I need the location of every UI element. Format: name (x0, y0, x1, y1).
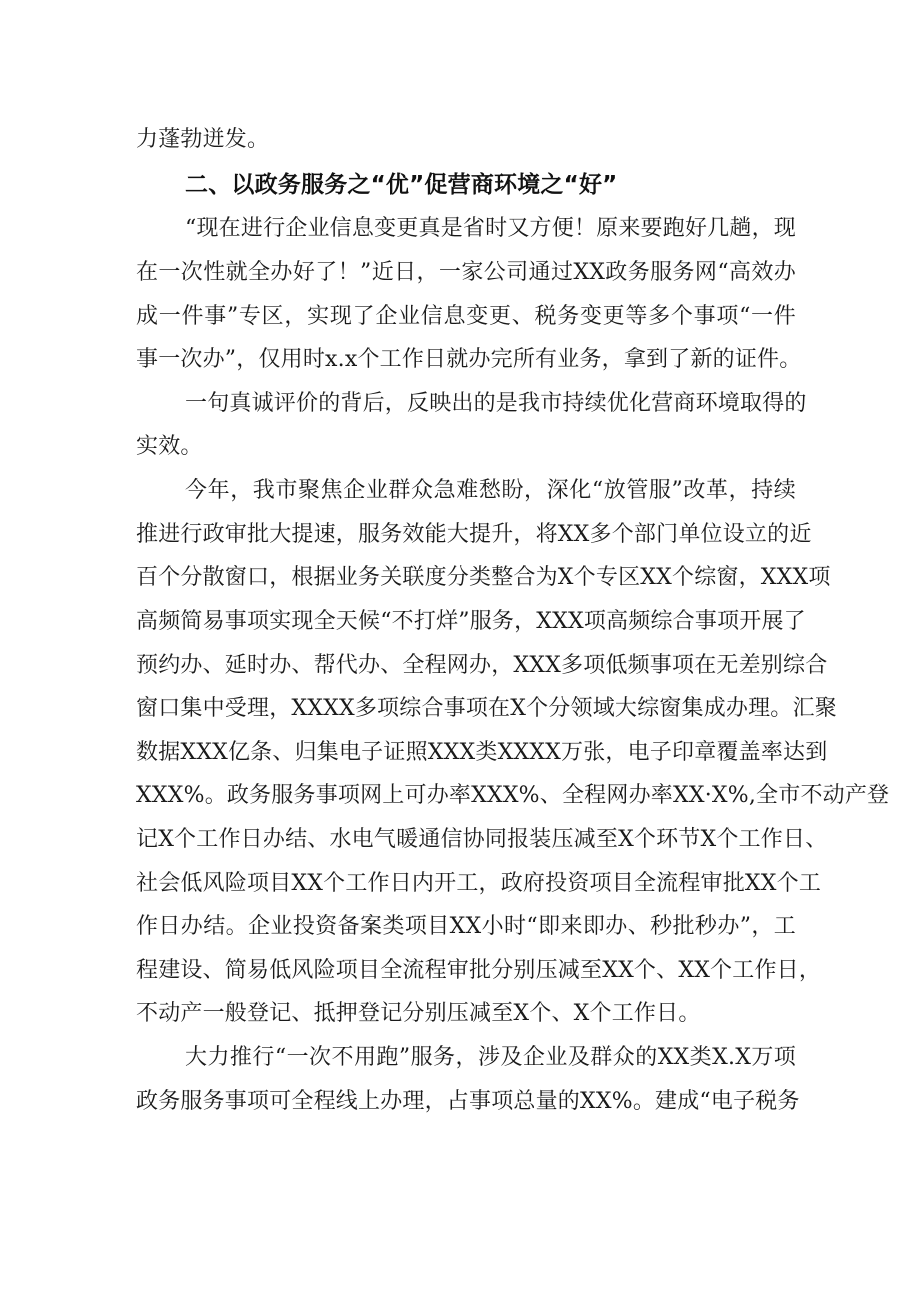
text-line: 不动产一般登记、抵押登记分别压减至X个、X个工作日。 (136, 1001, 701, 1026)
text-line: 力蓬勃迸发。 (136, 127, 270, 152)
section-heading: 二、以政务服务之“优”促营商环境之“好” (185, 172, 618, 198)
text-line: 程建设、简易低风险项目全流程审批分别压减至XX个、XX个工作日， (136, 958, 822, 983)
text-line: 数据XXX亿条、归集电子证照XXX类XXXX万张，电子印章覆盖率达到 (136, 740, 828, 765)
text-line: XXX%。政务服务事项网上可办率XXX%、全程网办率XX·X%,全市不动产登 (136, 783, 890, 808)
text-line: 推进行政审批大提速，服务效能大提升，将XX多个部门单位设立的近 (136, 522, 812, 547)
text-line: 事一次办”，仅用时x.x个工作日就办完所有业务，拿到了新的证件。 (136, 347, 802, 372)
text-line: 作日办结。企业投资备案类项目XX小时“即来即办、秒批秒办”，工 (136, 914, 796, 939)
text-line: 记X个工作日办结、水电气暖通信协同报装压减至X个环节X个工作日、 (136, 827, 828, 852)
text-line: “现在进行企业信息变更真是省时又方便！原来要跑好几趟，现 (185, 216, 796, 241)
text-line: 百个分散窗口，根据业务关联度分类整合为X个专区XX个综窗，XXX项 (136, 565, 831, 590)
text-line: 预约办、延时办、帮代办、全程网办，XXX多项低频事项在无差别综合 (136, 653, 828, 678)
text-line: 政务服务事项可全程线上办理，占事项总量的XX%。建成“电子税务 (136, 1089, 800, 1114)
text-line: 窗口集中受理，XXXX多项综合事项在X个分领域大综窗集成办理。汇聚 (136, 696, 837, 721)
text-line: 社会低风险项目XX个工作日内开工，政府投资项目全流程审批XX个工 (136, 871, 822, 896)
text-line: 实效。 (136, 434, 203, 459)
text-line: 高频简易事项实现全天候“不打烊”服务，XXX项高频综合事项开展了 (136, 609, 806, 634)
text-line: 一句真诚评价的背后，反映出的是我市持续优化营商环境取得的 (185, 391, 807, 416)
text-line: 大力推行“一次不用跑”服务，涉及企业及群众的XX类X.X万项 (185, 1045, 796, 1070)
text-line: 今年，我市聚焦企业群众急难愁盼，深化“放管服”改革，持续 (185, 478, 796, 503)
text-line: 成一件事”专区，实现了企业信息变更、税务变更等多个事项“一件 (136, 304, 796, 329)
text-line: 在一次性就全办好了！”近日，一家公司通过XX政务服务网“高效办 (136, 260, 796, 285)
